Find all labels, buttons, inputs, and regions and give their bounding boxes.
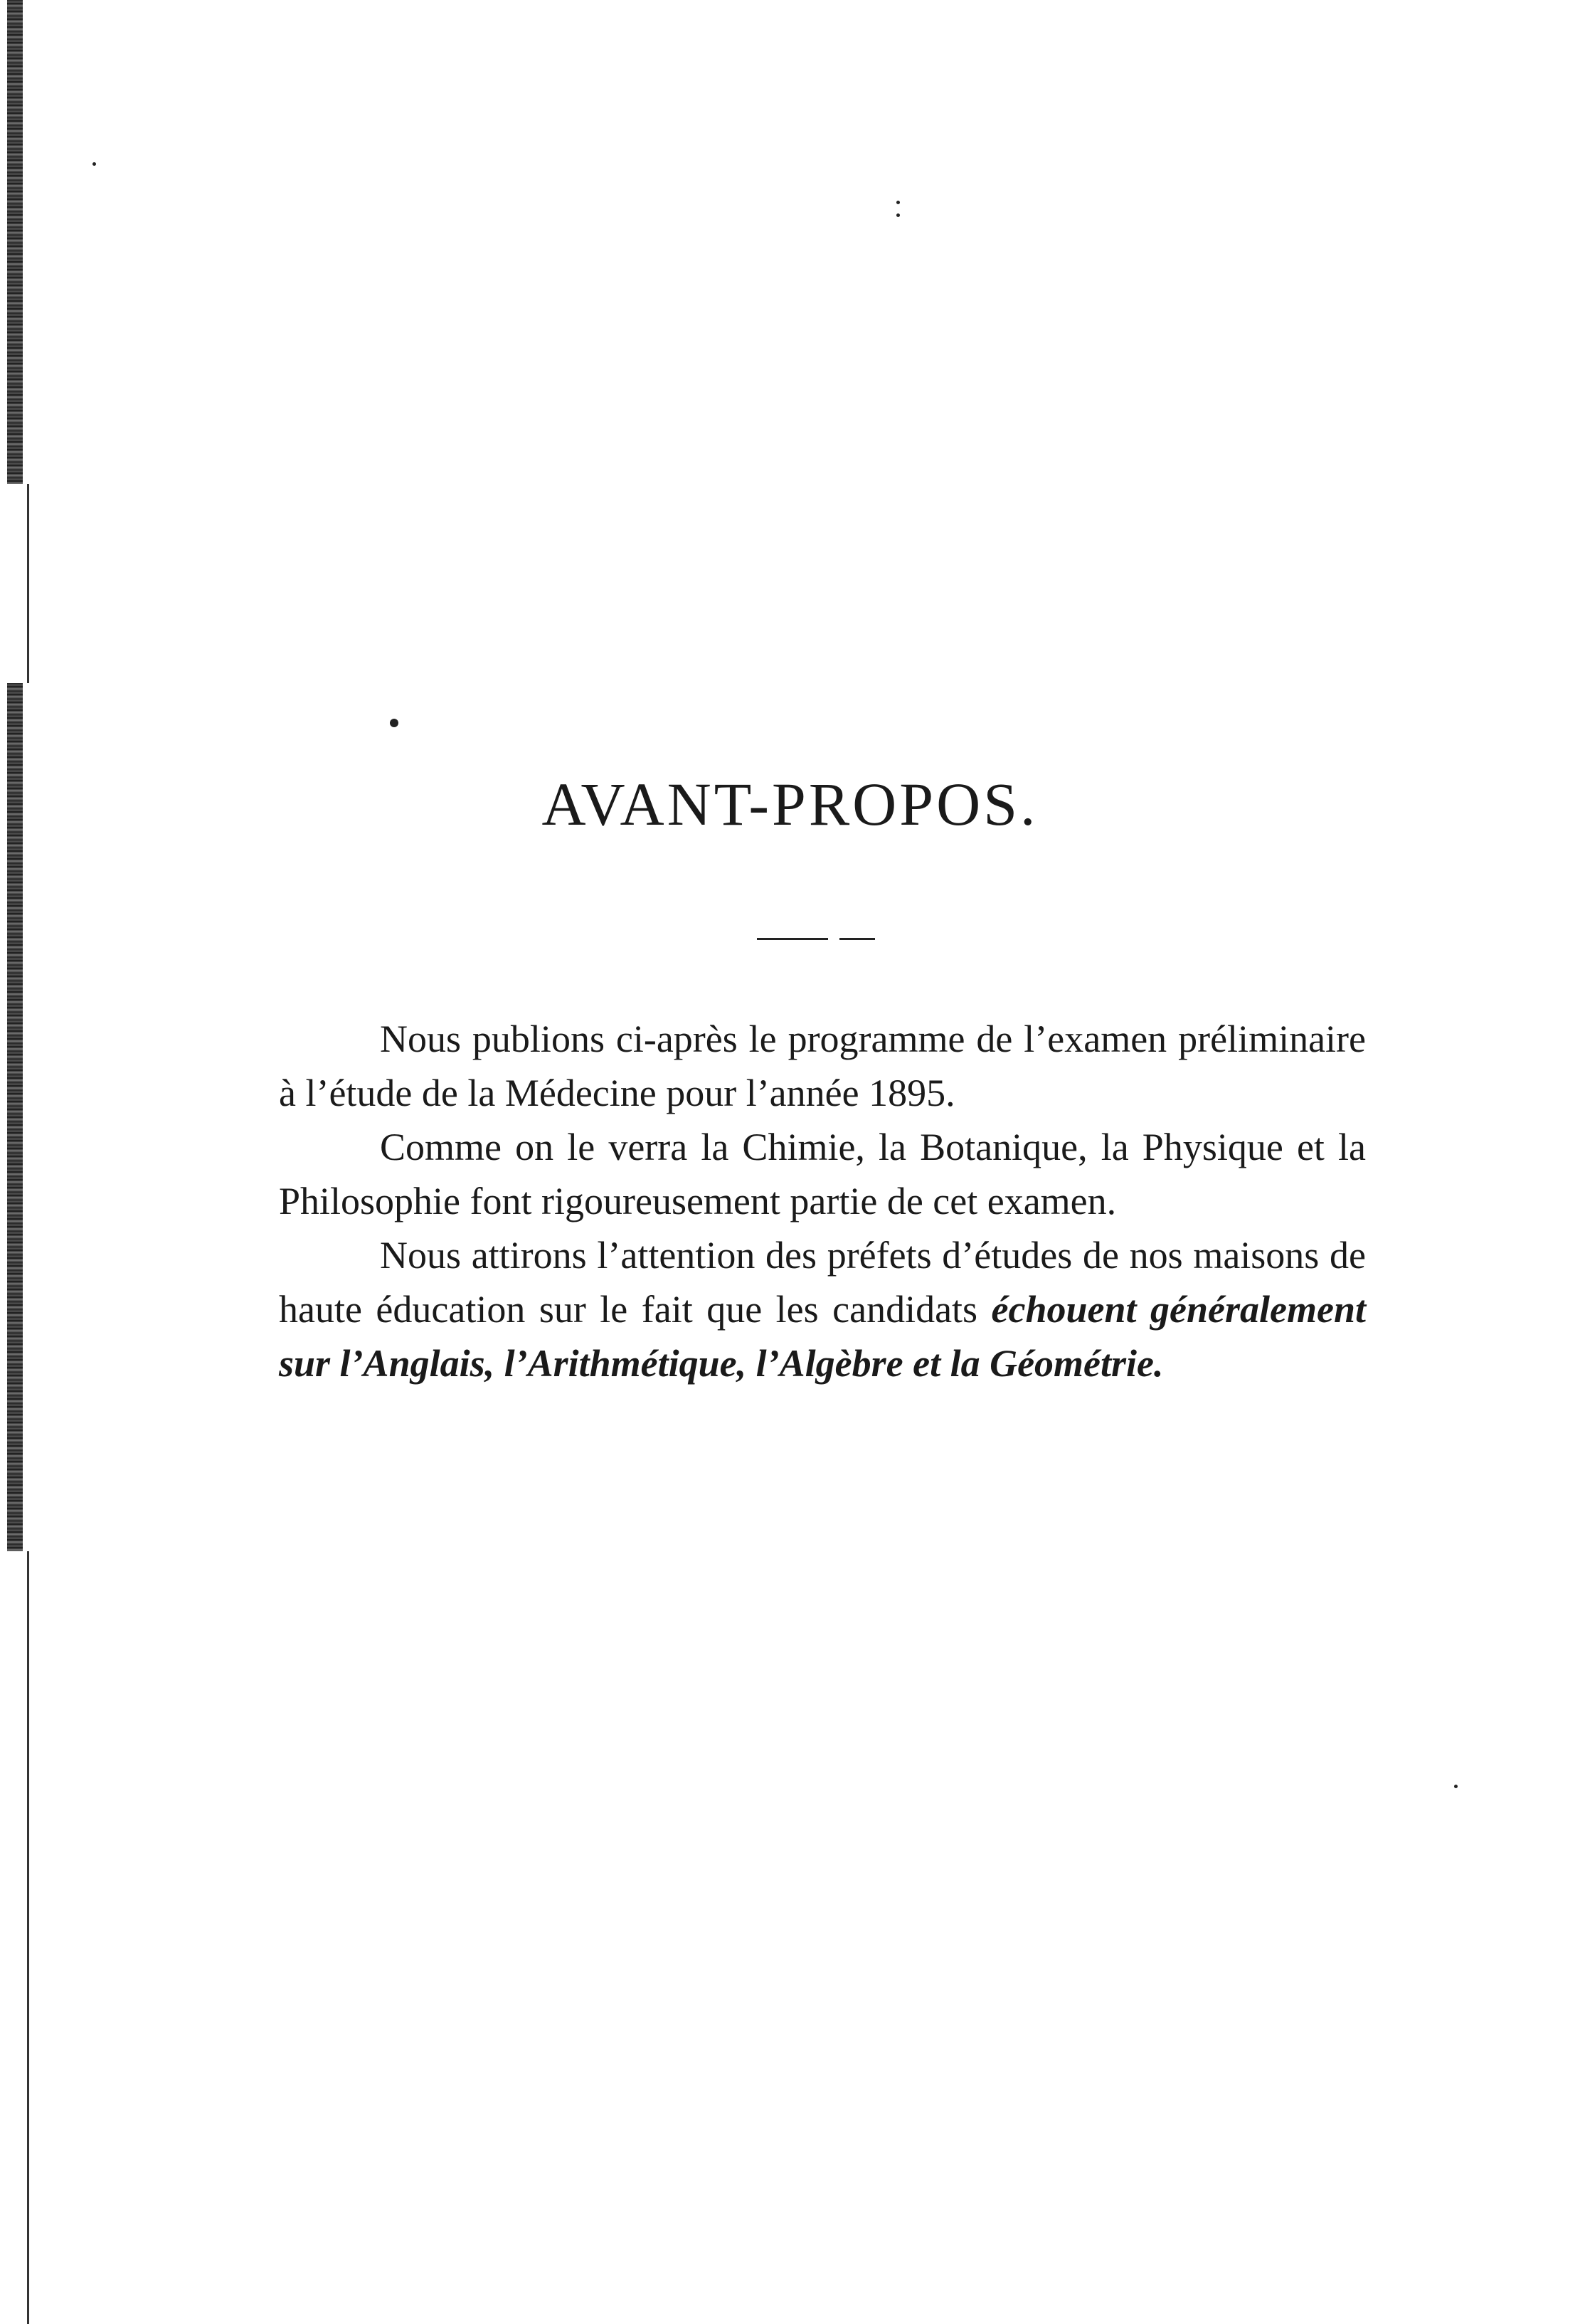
paragraph: [279, 1120, 1366, 1228]
binding-line: [27, 484, 29, 683]
page-title: AVANT-PROPOS.: [541, 770, 1039, 838]
body-text: [279, 1012, 1366, 1390]
ink-speck: [1454, 1785, 1458, 1788]
title-rule-short: [839, 938, 875, 940]
binding-edge: [0, 0, 31, 2324]
title-rule: [757, 938, 828, 940]
binding-line: [27, 1551, 29, 2324]
ink-speck: [92, 162, 96, 166]
paragraph: [279, 1228, 1366, 1390]
paragraph-text: Nous publions ci-après le programme de l’examen préliminaire à l’étude de la Médecine pour l’année 1895.: [279, 1018, 1366, 1114]
ink-speck: [896, 201, 900, 204]
ink-speck: [896, 213, 900, 217]
emphasized-text: échouent généralement sur l’Anglais, l’Arithmétique, l’Algèbre et la Géométrie.: [279, 1288, 1366, 1385]
ink-speck: [390, 719, 398, 727]
paragraph-text: Nous attirons l’attention des préfets d’études de nos maisons de haute éducation sur le fait que les candidats: [279, 1234, 1366, 1331]
binding-strip: [7, 0, 23, 484]
paragraph-text: Comme on le verra la Chimie, la Botanique, la Physique et la Philosophie font rigoureusement partie de cet examen.: [279, 1126, 1366, 1222]
paragraph: [279, 1012, 1366, 1120]
